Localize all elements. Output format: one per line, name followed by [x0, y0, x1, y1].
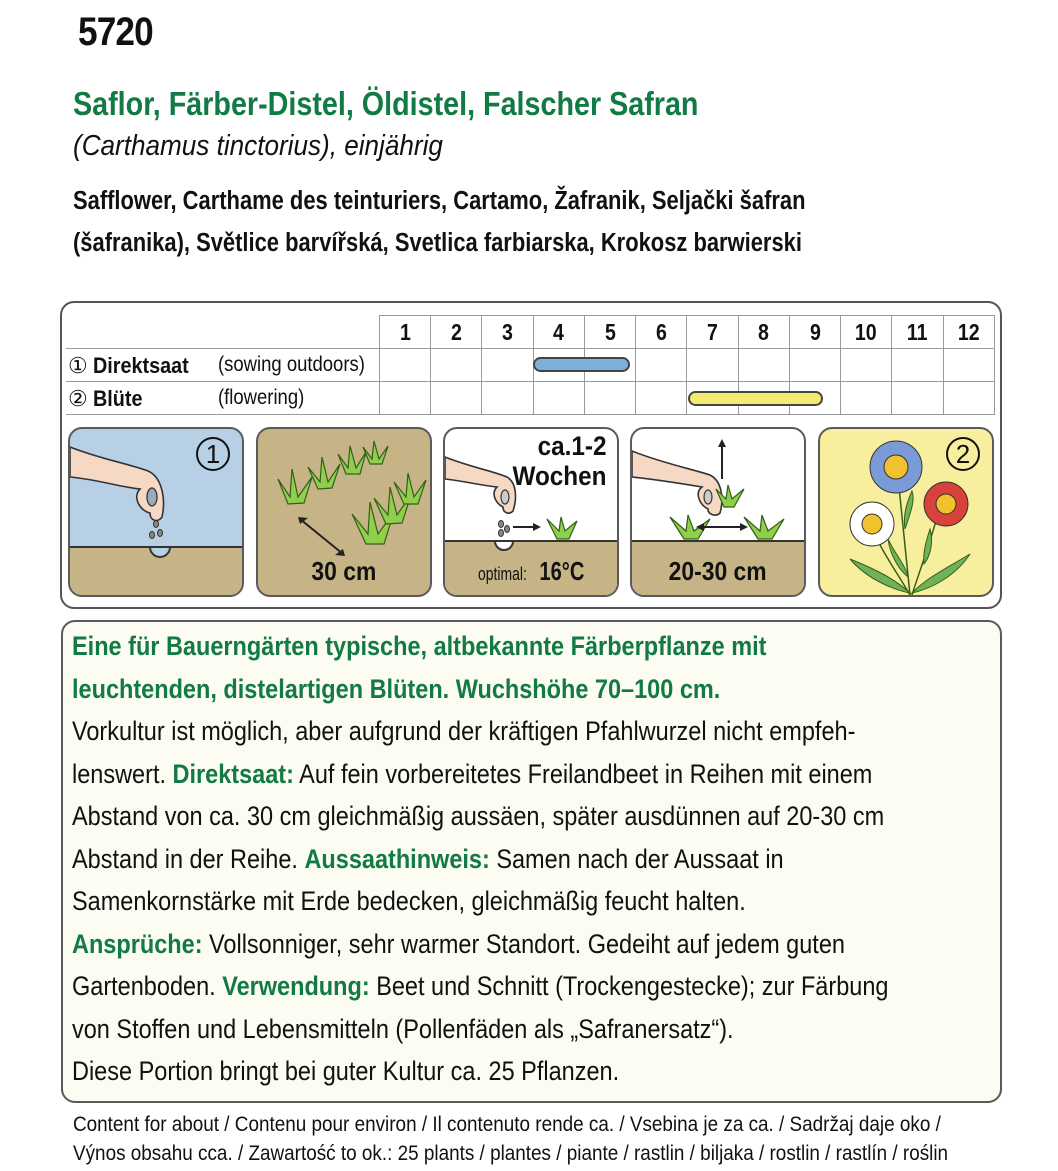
- thinning-caption: 20-30 cm: [669, 556, 767, 586]
- thinning-illustration: [630, 427, 806, 597]
- sowing-calendar: [66, 315, 995, 416]
- step-1-marker: 1: [196, 437, 230, 471]
- month-header: 3: [482, 316, 533, 349]
- row-label-en: (flowering): [218, 386, 305, 409]
- calendar-row-sowing: [66, 349, 995, 382]
- month-header: 8: [738, 316, 789, 349]
- flowering-period-bar: [688, 391, 823, 406]
- red-flower: [924, 482, 968, 526]
- footer-line-1: Content for about / Contenu pour environ / Il contenuto rende ca. / Vsebina je za ca. / Sadržaj daje oko /: [73, 1113, 941, 1136]
- white-flower: [850, 502, 894, 546]
- month-header: 2: [431, 316, 482, 349]
- month-header: 6: [636, 316, 687, 349]
- blue-flower: [870, 441, 922, 493]
- desc-line: Diese Portion bringt bei guter Kultur ca. 25 Pflanzen.: [72, 1056, 620, 1086]
- heading-verwendung: Verwendung:: [222, 971, 370, 1001]
- footer-line-2: Výnos obsahu cca. / Zawartość to ok.: 25 plants / plantes / piante / rastlin / biljaka / rostlin / rastlín / roślin: [73, 1142, 949, 1165]
- month-header: 9: [789, 316, 840, 349]
- sowing-period-bar: [533, 357, 630, 372]
- month-header: 11: [892, 316, 943, 349]
- month-header: 4: [533, 316, 584, 349]
- spacing-illustration: [256, 427, 432, 597]
- article-number: 5720: [78, 10, 153, 54]
- desc-line: Abstand in der Reihe. Aussaathinweis: Samen nach der Aussaat in: [72, 843, 784, 874]
- spacing-caption: 30 cm: [311, 556, 377, 586]
- heading-direktsaat: Direktsaat:: [172, 758, 294, 789]
- translated-names: [73, 180, 806, 264]
- month-header: 7: [687, 316, 738, 349]
- marker-2: ②: [68, 386, 88, 411]
- lead-line-2: leuchtenden, distelartigen Blüten. Wuchshöhe 70–100 cm.: [72, 673, 721, 704]
- heading-ansprueche: Ansprüche:: [72, 928, 203, 959]
- latin-binomial: (Carthamus tinctorius): [73, 130, 330, 162]
- plant-title-german: Saflor, Färber-Distel, Öldistel, Falscher Safran: [73, 85, 699, 122]
- latin-name: [73, 130, 443, 163]
- desc-line: Vorkultur ist möglich, aber aufgrund der kräftigen Pfahlwurzel nicht empfeh-: [72, 716, 856, 746]
- content-footer: [73, 1110, 948, 1168]
- marker-1: ①: [68, 353, 88, 378]
- translated-names-line-2: (šafranika), Světlice barvířská, Svetlica farbiarska, Krokosz barwierski: [73, 229, 802, 257]
- germination-illustration: [443, 427, 619, 597]
- lead-line-1: Eine für Bauerngärten typische, altbekannte Färberpflanze mit: [72, 631, 767, 661]
- step-2-marker: 2: [946, 437, 980, 471]
- heading-aussaathinweis: Aussaathinweis:: [304, 843, 490, 874]
- calendar-row-flowering: [66, 382, 995, 415]
- desc-line: Gartenboden. Verwendung: Beet und Schnitt (Trockengestecke); zur Färbung: [72, 971, 889, 1001]
- desc-line: Ansprüche: Vollsonniger, sehr warmer Standort. Gedeiht auf jedem guten: [72, 928, 845, 959]
- description-text: [72, 625, 942, 1093]
- desc-line: lenswert. Direktsaat: Auf fein vorbereitetes Freilandbeet in Reihen mit einem: [72, 758, 873, 789]
- row-label: Direktsaat: [92, 353, 189, 378]
- sowing-illustration: [68, 427, 244, 597]
- temperature-caption: optimal: 16°C: [477, 556, 585, 586]
- germination-time: ca.1-2 Wochen: [512, 431, 607, 491]
- translated-names-line-1: Safflower, Carthame des teinturiers, Cartamo, Žafranik, Seljački šafran: [73, 187, 806, 215]
- lifecycle: , einjährig: [329, 130, 443, 162]
- row-label-en: (sowing outdoors): [218, 353, 365, 376]
- desc-line: Samenkornstärke mit Erde bedecken, gleichmäßig feucht halten.: [72, 886, 746, 916]
- row-label: Blüte: [92, 386, 143, 411]
- month-header: 1: [379, 316, 430, 349]
- month-header: 12: [943, 316, 994, 349]
- desc-line: Abstand von ca. 30 cm gleichmäßig aussäen, später ausdünnen auf 20-30 cm: [72, 801, 885, 831]
- month-header: 10: [841, 316, 892, 349]
- flowering-illustration: [818, 427, 994, 597]
- desc-line: von Stoffen und Lebensmitteln (Pollenfäden als „Safranersatz“).: [72, 1013, 734, 1044]
- month-header: 5: [584, 316, 635, 349]
